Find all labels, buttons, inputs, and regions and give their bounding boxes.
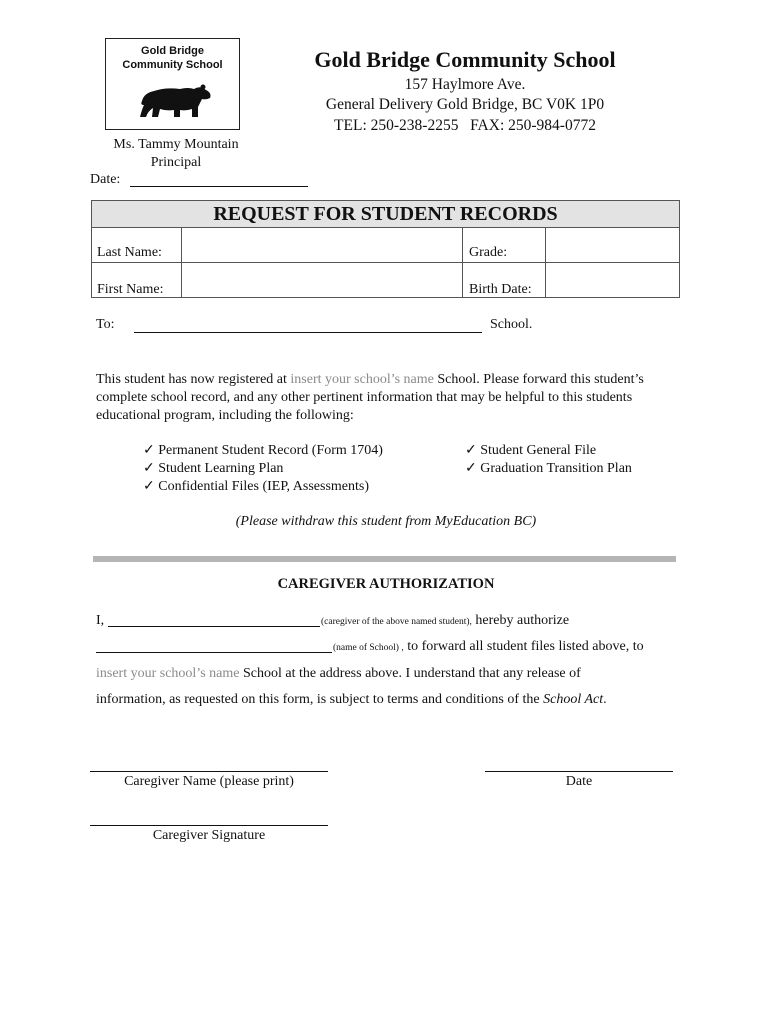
caregiver-title: CAREGIVER AUTHORIZATION [277, 576, 495, 592]
logo-line1: Gold Bridge [141, 45, 204, 57]
checklist-item: ✓ Student Learning Plan [143, 461, 284, 476]
last-name-field[interactable] [183, 229, 461, 261]
para-text: This student has now registered at [96, 372, 291, 387]
checkmark-icon: ✓ [465, 443, 477, 458]
caregiver-signature-line[interactable] [90, 825, 328, 826]
checklist-item: ✓ Graduation Transition Plan [465, 461, 632, 476]
date-signature-line[interactable] [485, 771, 673, 772]
last-name-label: Last Name: [97, 245, 162, 260]
caregiver-name-label: Caregiver Name (please print) [124, 774, 294, 789]
checkmark-icon: ✓ [465, 461, 477, 476]
request-paragraph [96, 371, 676, 425]
caregiver-name-print-line[interactable] [90, 771, 328, 772]
para-text: School. Please forward this student’s complete school record, and any other pertinent information that may be helpful to this students educational program, including the following: [96, 372, 644, 423]
checklist-right [465, 442, 632, 478]
caregiver-line1: (caregiver of the above named student), hereby authorize [321, 613, 570, 628]
checklist-left [143, 442, 383, 496]
checkmark-icon: ✓ [143, 461, 155, 476]
caregiver-line2: (name of School) , to forward all student files listed above, to [333, 639, 644, 654]
to-label: To: [96, 317, 115, 332]
section-divider [93, 556, 676, 562]
principal-name: Ms. Tammy Mountain [113, 137, 239, 152]
caregiver-line4: information, as requested on this form, is subject to terms and conditions of the School Act. [96, 692, 607, 707]
date-signature-label: Date [565, 774, 593, 789]
grade-field[interactable] [547, 229, 678, 261]
grade-label: Grade: [469, 245, 508, 260]
bear-icon [136, 81, 214, 121]
withdraw-note: (Please withdraw this student from MyEducation BC) [235, 514, 537, 529]
address-line1: 157 Haylmore Ave. [404, 76, 526, 93]
col-divider [181, 228, 182, 298]
date-field-line[interactable] [130, 186, 308, 187]
to-suffix: School. [490, 317, 533, 332]
caregiver-signature-label: Caregiver Signature [152, 828, 266, 843]
caregiver-line3: insert your school’s name School at the address above. I understand that any release of [96, 666, 581, 681]
first-name-label: First Name: [97, 282, 164, 297]
col-divider [462, 228, 463, 298]
checkmark-icon: ✓ [143, 479, 155, 494]
school-name-placeholder[interactable]: insert your school’s name [290, 372, 434, 387]
request-title: REQUEST FOR STUDENT RECORDS [92, 201, 679, 228]
checklist-item: ✓ Student General File [465, 443, 597, 458]
caregiver-name-field[interactable] [108, 626, 320, 627]
principal-title: Principal [150, 155, 202, 170]
caregiver-i-label: I, [96, 613, 105, 628]
checklist-item: ✓ Permanent Student Record (Form 1704) [143, 443, 383, 458]
birth-date-field[interactable] [547, 264, 678, 297]
checklist-item: ✓ Confidential Files (IEP, Assessments) [143, 479, 370, 494]
date-label: Date: [90, 172, 121, 187]
to-school-field[interactable] [134, 332, 482, 333]
birth-date-label: Birth Date: [469, 282, 532, 297]
first-name-field[interactable] [183, 264, 461, 297]
phone-fax: TEL: 250-238-2255 FAX: 250-984-0772 [334, 117, 596, 134]
school-name-placeholder[interactable]: insert your school’s name [96, 666, 240, 681]
col-divider [545, 228, 546, 298]
school-name: Gold Bridge Community School [314, 47, 616, 72]
request-records-table [91, 200, 680, 298]
address-line2: General Delivery Gold Bridge, BC V0K 1P0 [325, 96, 605, 113]
school-name-field[interactable] [96, 652, 332, 653]
school-logo [105, 38, 240, 130]
logo-line2: Community School [122, 59, 223, 71]
checkmark-icon: ✓ [143, 443, 155, 458]
